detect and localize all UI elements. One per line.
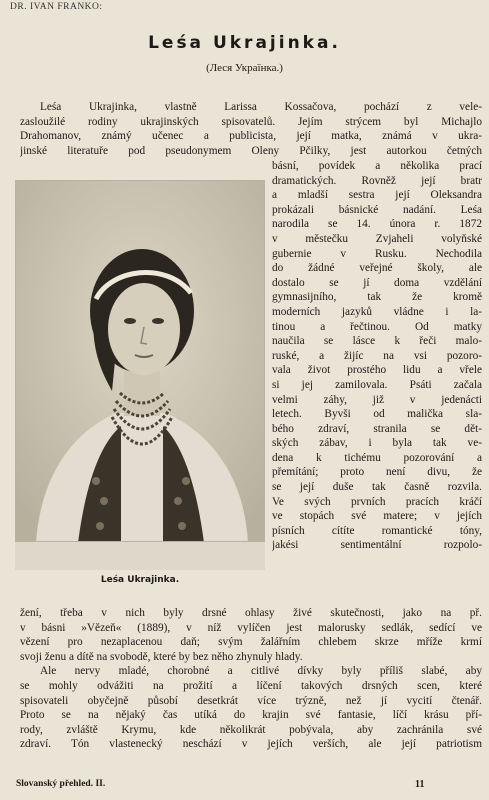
text-line: v městečku Zvjaheli volyňské <box>272 232 482 245</box>
intro-paragraph <box>20 100 482 158</box>
text-line: tinou a řečtinou. Od matky <box>272 320 482 333</box>
text-line: dena k tichému pozorování a <box>272 451 482 464</box>
portrait-caption: Leśa Ukrajinka. <box>100 575 180 585</box>
text-line: přemítání; proto není divu, že <box>272 466 482 479</box>
text-line: jakési sentimentální rozpolo- <box>272 539 482 552</box>
text-line: Proto se na nějaký čas utíká do krajin své fantasie, líčí krásu pří- <box>20 709 482 722</box>
text-line: a mladší sestra její Oleksandra <box>272 189 482 202</box>
text-line: jinské literatuře pod pseudonymem Oleny Pčilky, jest autorkou četných <box>20 144 482 157</box>
text-line: spisovateli obyčejně působí desetkrát více trýzně, než jí vycití čtenář. <box>20 694 482 707</box>
text-line: zasloužilé rodiny ukrajinských spisovatelů. Jejím strýcem byl Michajlo <box>20 115 482 128</box>
text-line: naučila se lásce k řeči malo- <box>272 335 482 348</box>
text-line: vala život prostého lidu a vřele <box>272 364 482 377</box>
text-line: žení, třeba v nich byly drsné ohlasy živé skutečnosti, jako na př. <box>20 607 482 619</box>
lower-paragraphs <box>20 606 482 752</box>
text-line: ských zábav, i byla tak ve- <box>272 437 482 450</box>
text-line: prokázali básnické nadání. Leśa <box>272 203 482 216</box>
text-line: narodila se 14. února r. 1872 <box>272 218 482 231</box>
text-line: písních cítíte romantické tóny, <box>272 524 482 537</box>
text-line: dostalo se jí doma vzdělání <box>272 276 482 289</box>
text-line: Leśa Ukrajinka, vlastně Larissa Kossačova, pochází z vele- <box>40 101 482 113</box>
article-subtitle: (Леся Українка.) <box>206 62 283 74</box>
journal-footer: Slovanský přehled. II. <box>16 779 106 789</box>
text-line: zdraví. Tón vlastenecký neschází v jejích verších, ale její patriotism <box>20 738 482 751</box>
page-number: 11 <box>415 779 425 790</box>
text-line: ruské, a žijíc na vsi pozoro- <box>272 349 482 362</box>
portrait-photo <box>15 180 265 542</box>
text-line: gubernie v Rusku. Nechodila <box>272 247 482 260</box>
text-line: Ve svých prvních pracích kráčí <box>272 495 482 508</box>
text-line: básní, povídek a několika prací <box>272 160 482 172</box>
right-column-text <box>272 159 482 553</box>
text-line: moderních jazyků vládne i la- <box>272 305 482 318</box>
text-line: se mohly odvážiti na prožití a líčení takových drsných scen, které <box>20 679 482 692</box>
text-line: svoji ženu a dítě na svobodě, které by bez něho zhynuly hlady. <box>20 650 303 663</box>
text-line: bého zdraví, stranila se dět- <box>272 422 482 435</box>
text-line: se její duše tak časně rozvila. <box>272 481 482 494</box>
text-line: letech. Byvši od malička sla- <box>272 408 482 421</box>
running-head: DR. IVAN FRANKO: <box>10 2 103 12</box>
text-line: rody, zvláště Krymu, kde několikrát pobývala, aby zachránila své <box>20 723 482 736</box>
text-line: gymnasijního, tak že kromě <box>272 291 482 304</box>
text-line: do žádné veřejné školy, ale <box>272 262 482 275</box>
text-line: v básni »Vězeň« (1889), v níž vylíčen jest malorusky sedlák, sedící ve <box>20 621 482 634</box>
portrait-figure <box>15 180 265 585</box>
text-line: velmi záhy, již v jedenácti <box>272 393 482 406</box>
text-line: dramatických. Rovněž její bratr <box>272 174 482 187</box>
text-line: Drahomanov, známý učenec a publicista, její matka, známá v ukra- <box>20 130 482 143</box>
text-line: Ale nervy mladé, chorobné a citlivé dívky byly příliš slabé, aby <box>40 665 482 678</box>
text-line: vězení pro nezaplacenou daň; svým žalářním chlebem skrze mříže krmí <box>20 636 482 649</box>
text-line: si jej zamilovala. Psáti začala <box>272 378 482 391</box>
article-title: Leśa Ukrajinka. <box>148 33 341 53</box>
text-line: ve stopách své matere; v jejích <box>272 510 482 523</box>
